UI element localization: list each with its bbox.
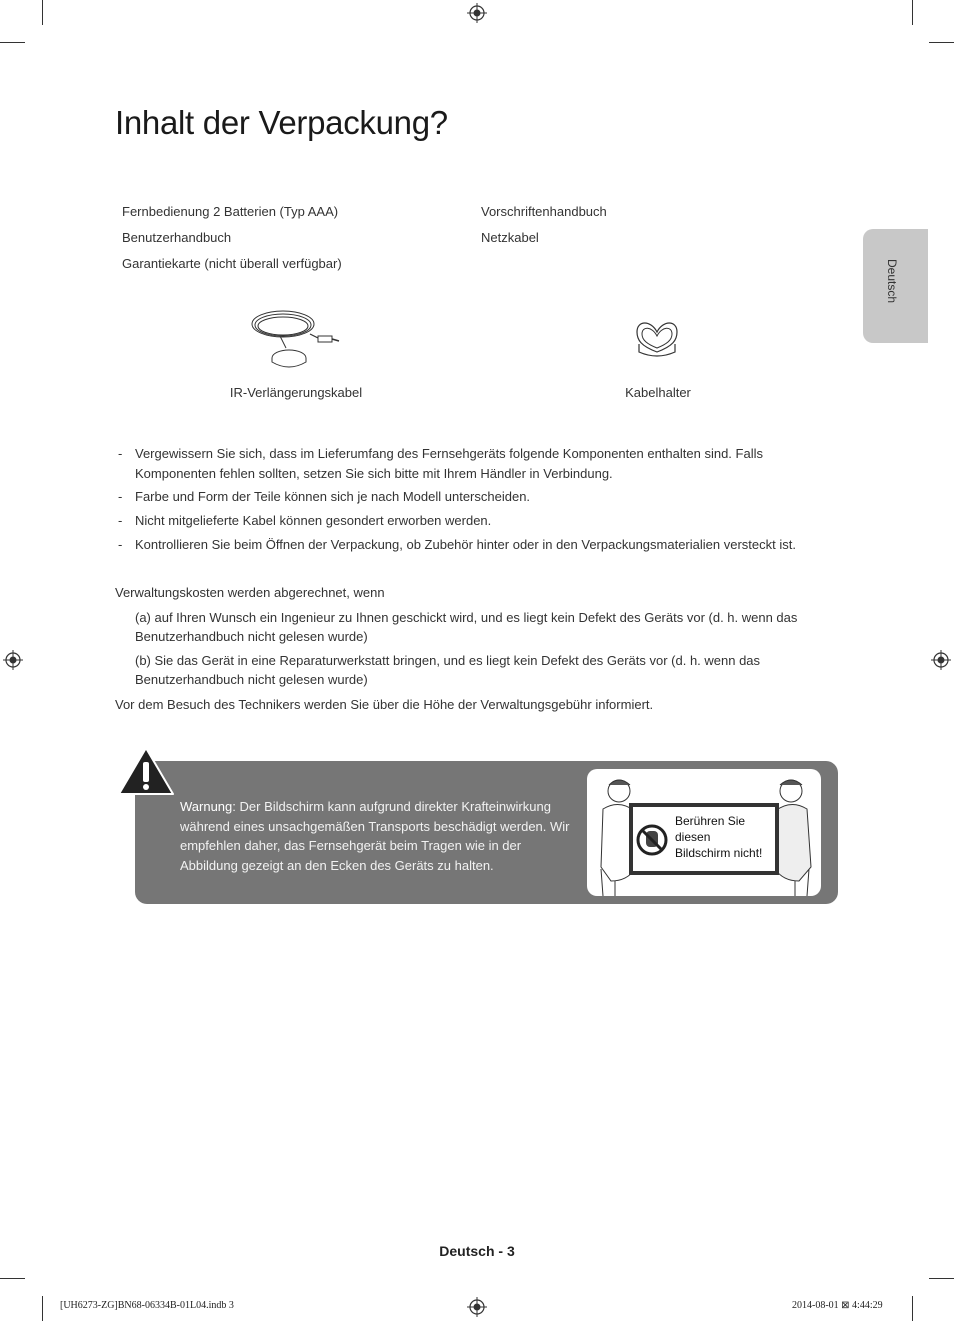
crop-mark [0,42,25,43]
note-dash: - [118,446,123,461]
crop-mark [42,0,43,25]
print-slug-right: 2014-08-01 ⊠ 4:44:29 [792,1300,883,1311]
note-text: Nicht mitgelieferte Kabel können gesondert erworben werden. [135,513,492,528]
note-text: Vergewissern Sie sich, dass im Lieferumfang des Fernsehgeräts folgende Komponenten enthalten sind. Falls [135,446,763,461]
admin-case-a: (a) auf Ihren Wunsch ein Ingenieur zu Ihnen geschickt wird, und es liegt kein Defekt des Geräts vor (d. h. wenn das [135,610,798,625]
print-slug-left: [UH6273-ZG]BN68-06334B-01L04.indb 3 [60,1300,234,1311]
admin-case-a: Benutzerhandbuch nicht gelesen wurde) [135,629,368,644]
content-item: Fernbedienung 2 Batterien (Typ AAA) [122,204,339,219]
sign-line: Bildschirm nicht! [675,846,763,860]
note-text: Farbe und Form der Teile können sich je nach Modell unterscheiden. [135,489,531,504]
warning-text [180,797,575,875]
crop-mark [42,1296,43,1321]
warning-label: Warnung [180,799,233,814]
warning-triangle-icon [117,746,175,796]
admin-case-b: (b) Sie das Gerät in eine Reparaturwerkstatt bringen, und es liegt kein Defekt des Geräts vor (d. h. wenn das [135,653,761,668]
crop-mark [912,0,913,25]
note-dash: - [118,489,123,504]
side-tab-label: Deutsch [885,259,899,304]
content-item: Vorschriftenhandbuch [481,204,607,219]
note-text: Kontrollieren Sie beim Öffnen der Verpackung, ob Zubehör hinter oder in den Verpackungsmaterialien versteckt ist. [135,537,796,552]
accessory-caption: Kabelhalter [625,385,691,400]
page-title: Inhalt der Verpackung? [115,104,448,141]
note-dash: - [118,537,123,552]
ir-cable-icon [250,304,342,372]
crop-mark [0,1278,25,1279]
page-number: Deutsch - 3 [439,1243,515,1259]
cable-holder-icon [633,318,681,362]
language-side-tab [863,229,928,343]
note-dash: - [118,513,123,528]
admin-case-b: Benutzerhandbuch nicht gelesen wurde) [135,672,368,687]
registration-mark-icon [3,650,23,670]
content-item: Benutzerhandbuch [122,230,232,245]
crop-mark [929,42,954,43]
content-item: Netzkabel [481,230,539,245]
crop-mark [929,1278,954,1279]
crop-mark [912,1296,913,1321]
registration-mark-icon [467,1297,487,1317]
no-touch-sign-text [675,813,762,861]
admin-intro: Verwaltungskosten werden abgerechnet, wenn [115,585,385,600]
accessory-caption: IR-Verlängerungskabel [229,385,363,400]
warning-body: : Der Bildschirm kann aufgrund direkter Krafteinwirkung während eines unsachgemäßen Transports beschädigt werden. Wir empfehlen daher, das Fernsehgerät beim Tragen wie in der Abbildung gezeigt an den Ecken des Geräts zu halten. [180,799,570,873]
content-item: Garantiekarte (nicht überall verfügbar) [122,256,342,271]
sign-line: diesen [675,830,711,844]
registration-mark-icon [467,3,487,23]
sign-line: Berühren Sie [675,814,746,828]
note-text: Komponenten fehlen sollten, setzen Sie sich bitte mit Ihrem Händler in Verbindung. [135,466,613,481]
admin-outro: Vor dem Besuch des Technikers werden Sie über die Höhe der Verwaltungsgebühr informiert. [115,697,654,712]
registration-mark-icon [931,650,951,670]
